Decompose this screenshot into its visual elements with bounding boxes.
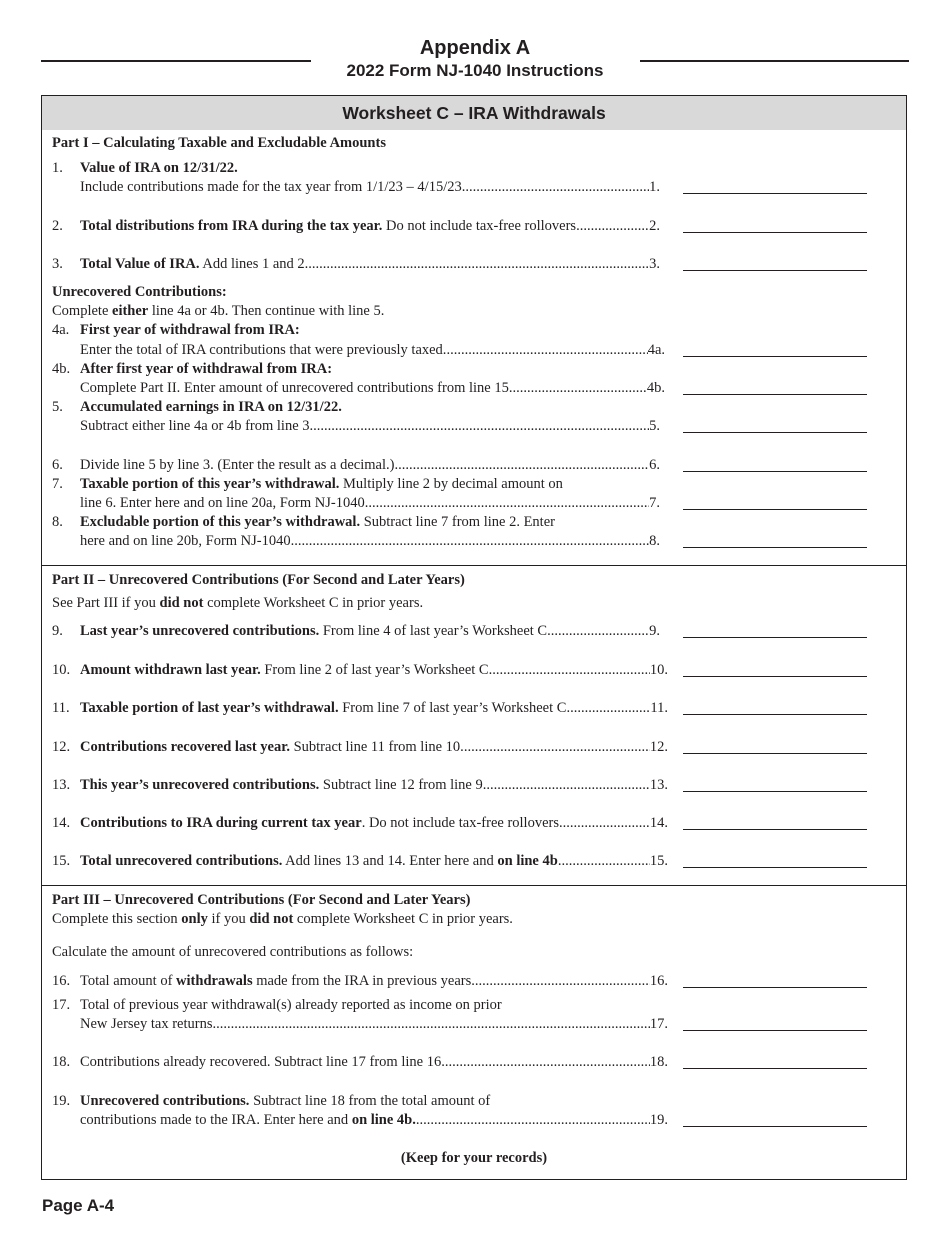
line-5-ref: 5. [649,418,660,434]
line-5-title: Accumulated earnings in IRA on 12/31/22. [80,399,342,415]
line-19-number: 19. [52,1093,71,1109]
line-17-row [80,1015,668,1034]
line-4a-answer-field[interactable] [683,356,867,357]
line-5-text: Subtract either line 4a or 4b from line 3. [80,418,314,434]
line-4b-ref: 4b. [646,380,665,396]
line-2-ref: 2. [649,218,660,234]
line-18-text: Contributions already recovered. Subtract line 17 from line 16 [80,1054,442,1070]
line-18-ref: 18. [649,1054,668,1070]
line-3-text: Add lines 1 and 2 [199,256,305,272]
line-14-row: Contributions to IRA during current tax year. Do not include tax-free rollovers ..... 14. [80,814,668,833]
line-1-answer-field[interactable] [683,193,867,194]
line-4b-title: After first year of withdrawal from IRA: [80,361,333,377]
line-11-answer-field[interactable] [683,714,867,715]
line-7-text: line 6. Enter here and on line 20a, Form NJ-1040. [80,495,369,511]
line-4b-text: Complete Part II. Enter amount of unrecovered contributions from line 15. [80,380,513,396]
line-17-text-1: Total of previous year withdrawal(s) already reported as income on prior [80,997,502,1013]
line-8-number: 8. [52,514,63,530]
part3-calc-note: Calculate the amount of unrecovered contributions as follows: [52,944,414,960]
line-1-row [80,178,660,197]
line-5-answer-field[interactable] [683,432,867,433]
line-12-row: Contributions recovered last year. Subtract line 11 from line 10. ..... 12. [80,738,668,757]
line-16-ref: 16. [649,973,668,989]
part2-heading: Part II – Unrecovered Contributions (For Second and Later Years) [52,572,465,588]
line-11-number: 11. [52,700,70,716]
line-11-ref: 11. [650,700,668,716]
line-4a-text: Enter the total of IRA contributions that were previously taxed. [80,342,447,358]
line-4b-number: 4b. [52,361,71,377]
line-12-number: 12. [52,739,71,755]
line-7-ref: 7. [649,495,660,511]
line-19-answer-field[interactable] [683,1126,867,1127]
line-2-text: Do not include tax-free rollovers [382,218,577,234]
line-17-ref: 17. [649,1016,668,1032]
line-13-answer-field[interactable] [683,791,867,792]
line-1-number: 1. [52,160,63,176]
line-10-title: Amount withdrawn last year. [80,662,261,678]
line-14-number: 14. [52,815,71,831]
line-16-row [80,972,668,991]
line-2-number: 2. [52,218,63,234]
line-4b-answer-field[interactable] [683,394,867,395]
line-13-number: 13. [52,777,71,793]
line-10-row: Amount withdrawn last year. From line 2 of last year’s Worksheet C ..... 10. [80,661,668,680]
form-subtitle: 2022 Form NJ-1040 Instructions [346,61,604,80]
unrecovered-instructions: Complete either line 4a or 4b. Then continue with line 5. [52,303,385,319]
line-12-answer-field[interactable] [683,753,867,754]
line-12-title: Contributions recovered last year. [80,739,290,755]
line-1-ref: 1. [649,179,660,195]
line-9-row: Last year’s unrecovered contributions. From line 4 of last year’s Worksheet C ..... 9. [80,622,660,641]
line-15-answer-field[interactable] [683,867,867,868]
line-9-number: 9. [52,623,63,639]
line-4a-number: 4a. [52,322,70,338]
line-15-title: Total unrecovered contributions. [80,853,283,869]
line-13-ref: 13. [649,777,668,793]
line-17-answer-field[interactable] [683,1030,867,1031]
line-14-ref: 14. [649,815,668,831]
line-17-number: 17. [52,997,71,1013]
line-8-answer-field[interactable] [683,547,867,548]
unrecovered-heading: Unrecovered Contributions: [52,284,227,300]
line-15-number: 15. [52,853,71,869]
line-4a-row [80,341,665,360]
line-7-row [80,494,660,513]
line-7-title: Taxable portion of this year’s withdrawal. [80,476,340,492]
worksheet-box [41,95,907,1180]
line-8-title-line: Excludable portion of this year’s withdrawal. Subtract line 7 from line 2. Enter [80,514,555,530]
part3-subheading: Complete this section only if you did not complete Worksheet C in prior years. [52,911,513,927]
line-16-answer-field[interactable] [683,987,867,988]
line-13-row: This year’s unrecovered contributions. Subtract line 12 from line 9. ..... 13. [80,776,668,795]
line-9-answer-field[interactable] [683,637,867,638]
line-15-row: Total unrecovered contributions. Add lines 13 and 14. Enter here and on line 4b. ..... 15. [80,852,668,871]
line-4b-row [80,379,665,398]
line-13-title: This year’s unrecovered contributions. [80,777,320,793]
line-12-ref: 12. [649,739,668,755]
line-11-title: Taxable portion of last year’s withdrawal. [80,700,339,716]
line-8-text: here and on line 20b, Form NJ-1040 [80,533,291,549]
line-6-answer-field[interactable] [683,471,867,472]
line-14-title: Contributions to IRA during current tax year [80,815,362,831]
line-7-number: 7. [52,476,63,492]
line-19-row: contributions made to the IRA. Enter here and on line 4b. ..... 19. [80,1111,668,1130]
keep-records-note: (Keep for your records) [400,1150,548,1166]
page-number: Page A-4 [42,1196,115,1215]
line-3-ref: 3. [649,256,660,272]
line-3-row [80,255,660,274]
line-14-answer-field[interactable] [683,829,867,830]
line-18-row [80,1053,668,1072]
line-19-ref: 19. [649,1112,668,1128]
line-9-title: Last year’s unrecovered contributions. [80,623,320,639]
line-7-title-line: Taxable portion of this year’s withdrawal. Multiply line 2 by decimal amount on [80,476,563,492]
line-6-text: Divide line 5 by line 3. (Enter the result as a decimal.) [80,457,395,473]
line-19-title-line: Unrecovered contributions. Subtract line 18 from the total amount of [80,1093,491,1109]
line-16-number: 16. [52,973,71,989]
line-16-text: Total amount of withdrawals made from the IRA in previous years. [80,973,475,989]
line-3-answer-field[interactable] [683,270,867,271]
line-6-number: 6. [52,457,63,473]
line-17-text: New Jersey tax returns. [80,1016,217,1032]
line-5-number: 5. [52,399,63,415]
line-5-row [80,417,660,436]
line-4a-ref: 4a. [647,342,665,358]
page-header [0,36,950,82]
line-10-number: 10. [52,662,71,678]
line-7-answer-field[interactable] [683,509,867,510]
line-8-ref: 8. [649,533,660,549]
line-1-text: Include contributions made for the tax year from 1/1/23 – 4/15/23 [80,179,462,195]
line-2-answer-field[interactable] [683,232,867,233]
worksheet-title: Worksheet C – IRA Withdrawals [42,96,906,130]
appendix-title: Appendix A [419,37,531,59]
part3-heading: Part III – Unrecovered Contributions (For Second and Later Years) [52,892,471,908]
line-3-number: 3. [52,256,63,272]
line-18-number: 18. [52,1054,71,1070]
line-3-title: Total Value of IRA. [80,256,200,272]
line-8-title: Excludable portion of this year’s withdrawal. [80,514,361,530]
line-9-ref: 9. [649,623,660,639]
line-2-title: Total distributions from IRA during the tax year. [80,218,383,234]
part2-note: See Part III if you did not complete Worksheet C in prior years. [52,595,424,611]
line-11-row: Taxable portion of last year’s withdrawal. From line 7 of last year’s Worksheet C ..... 11. [80,699,668,718]
part2-divider [42,885,906,886]
line-10-answer-field[interactable] [683,676,867,677]
line-18-answer-field[interactable] [683,1068,867,1069]
line-4a-title: First year of withdrawal from IRA: [80,322,300,338]
line-6-ref: 6. [649,457,660,473]
line-15-ref: 15. [649,853,668,869]
part1-heading: Part I – Calculating Taxable and Excludable Amounts [52,135,386,151]
line-8-row [80,532,660,551]
line-10-ref: 10. [649,662,668,678]
line-6-row [80,456,660,475]
line-1-title: Value of IRA on 12/31/22. [80,160,238,176]
line-2-row [80,217,660,236]
part1-divider [42,565,906,566]
line-19-title: Unrecovered contributions. [80,1093,250,1109]
